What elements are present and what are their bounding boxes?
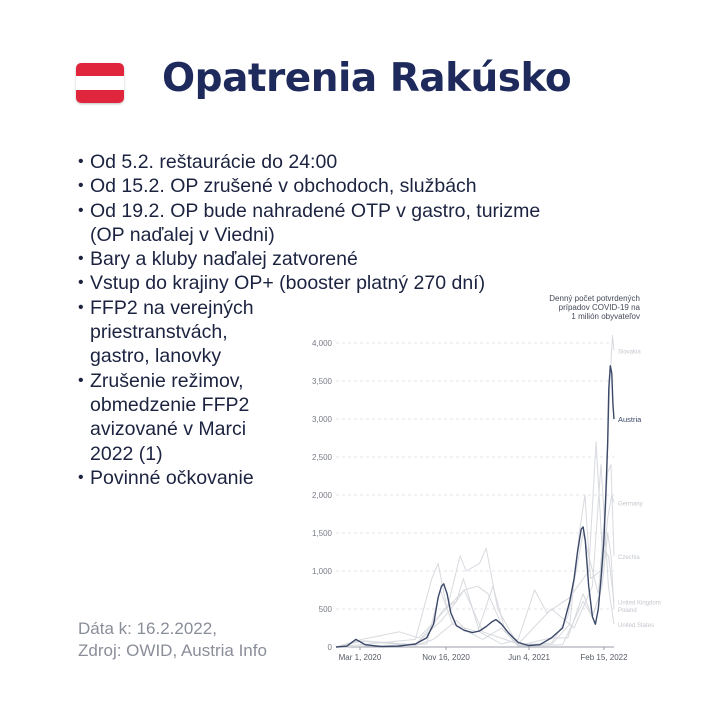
series-labels <box>618 350 661 630</box>
list-item: • Bary a kluby naďalej zatvorené <box>78 247 560 271</box>
chart-title <box>549 294 640 321</box>
series-label: Poland <box>618 608 637 614</box>
chart-svg <box>290 285 670 670</box>
y-tick-label: 2,000 <box>311 491 332 500</box>
y-tick-label: 0 <box>327 643 332 652</box>
y-tick-label: 3,500 <box>311 377 332 386</box>
y-tick-label: 3,000 <box>311 415 332 424</box>
x-tick-label: Jun 4, 2021 <box>508 653 550 662</box>
x-tick-label: Mar 1, 2020 <box>338 653 382 662</box>
page-title: Opatrenia Rakúsko <box>162 56 572 101</box>
series-label: United States <box>618 623 655 630</box>
y-tick-label: 500 <box>318 605 332 614</box>
series-line-united-states <box>336 465 614 647</box>
list-item: • Od 19.2. OP bude nahradené OTP v gastro, turizme (OP naďalej v Viedni) <box>78 199 560 248</box>
series-label: Czechia <box>618 554 640 561</box>
chart-title-line: prípadov COVID-19 na <box>558 303 640 312</box>
y-tick-label: 1,500 <box>311 529 332 538</box>
series-line-austria <box>336 366 614 647</box>
y-tick-label: 2,500 <box>311 453 332 462</box>
source-note <box>78 618 267 662</box>
list-item: • Od 15.2. OP zrušené v obchodoch, službách <box>78 174 560 198</box>
series-label: Germany <box>618 501 643 508</box>
y-tick-label: 1,000 <box>311 567 332 576</box>
list-item: • Zrušenie režimov, obmedzenie FFP2 avizované v Marci 2022 (1) <box>78 369 285 466</box>
series-label: United Kingdom <box>618 600 661 607</box>
list-item: • Povinné očkovanie <box>78 466 285 490</box>
covid-cases-chart <box>290 285 670 675</box>
list-item: • FFP2 na verejných priestranstvách, gastro, lanovky <box>78 296 285 369</box>
data-date: Dáta k: 16.2.2022, <box>78 619 217 638</box>
series-label: Slovakia <box>618 349 641 356</box>
x-tick-label: Feb 15, 2022 <box>580 653 628 662</box>
x-tick-label: Nov 16, 2020 <box>422 653 470 662</box>
series-lines <box>336 335 614 647</box>
chart-title-line: Denný počet potvrdených <box>549 294 640 303</box>
chart-title-line: 1 milión obyvateľov <box>571 312 640 321</box>
list-item: • Od 5.2. reštaurácie do 24:00 <box>78 150 560 174</box>
series-line-czechia <box>336 465 614 647</box>
y-tick-label: 4,000 <box>311 339 332 348</box>
austria-flag-icon <box>76 63 124 103</box>
list-item: • Vstup do krajiny OP+ (booster platný 270 dní) <box>78 271 560 295</box>
series-line-united-kingdom <box>336 442 614 647</box>
data-source: Zdroj: OWID, Austria Info <box>78 641 267 660</box>
series-label: Austria <box>618 415 642 424</box>
